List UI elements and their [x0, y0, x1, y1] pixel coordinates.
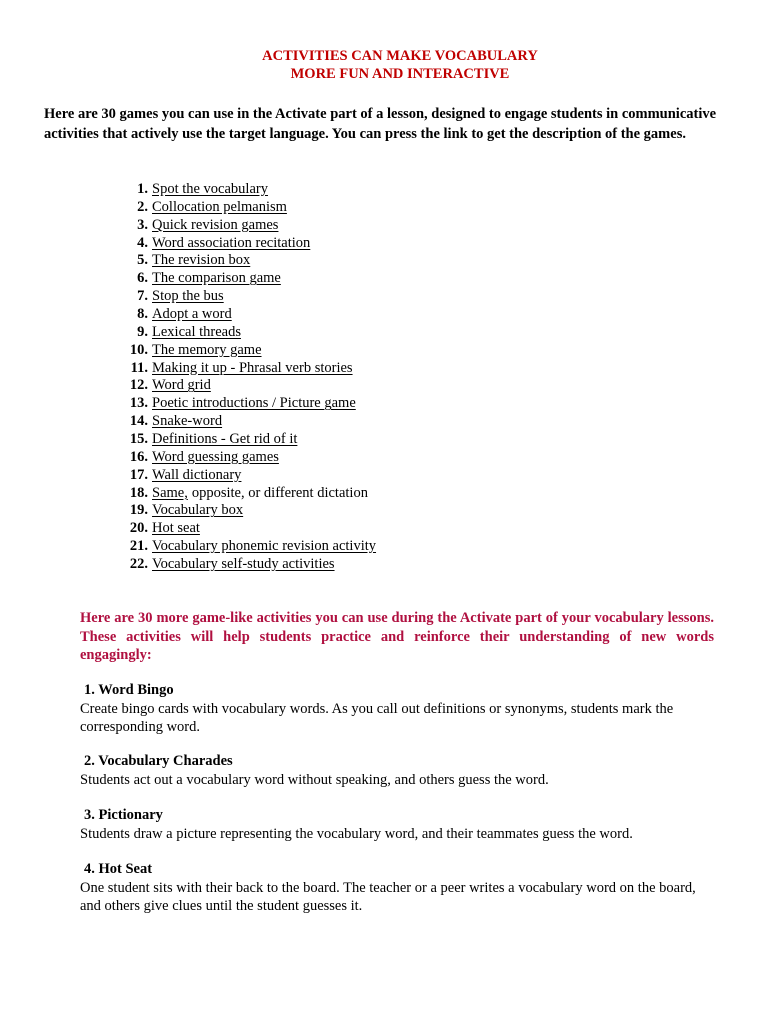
game-link-the-comparison-game[interactable]: The comparison game: [152, 270, 281, 287]
activity-pictionary: [80, 806, 720, 843]
game-number: 14.: [129, 413, 148, 430]
game-number: 19.: [129, 502, 148, 519]
game-link-wall-dictionary[interactable]: Wall dictionary: [152, 466, 242, 483]
game-link-making-it-up[interactable]: Making it up - Phrasal verb stories: [152, 359, 353, 376]
game-item-10: [0, 342, 768, 360]
game-item-17: [0, 467, 768, 485]
game-link-stop-the-bus[interactable]: Stop the bus: [152, 288, 224, 305]
game-link-definitions[interactable]: Definitions - Get rid of it: [152, 431, 298, 448]
game-number: 1.: [137, 181, 148, 197]
game-link-the-memory-game[interactable]: The memory game: [152, 341, 262, 358]
game-item-20: [0, 520, 768, 538]
game-number: 13.: [129, 395, 148, 412]
game-number: 5.: [137, 252, 148, 269]
game-item-6: [0, 270, 768, 288]
game-number: 17.: [129, 466, 148, 483]
game-number: 21.: [129, 538, 148, 555]
game-link-quick-revision-games[interactable]: Quick revision games: [152, 216, 279, 233]
title-line-1: ACTIVITIES CAN MAKE VOCABULARY: [262, 48, 538, 64]
game-link-vocabulary-box[interactable]: Vocabulary box: [152, 502, 244, 519]
game-number: 18.: [129, 484, 148, 501]
game-item-18: [0, 485, 768, 503]
game-link-vocabulary-self-study[interactable]: Vocabulary self-study activities: [152, 556, 335, 573]
activity-word-bingo: [80, 681, 720, 737]
game-number: 11.: [130, 359, 148, 376]
game-link-the-revision-box[interactable]: The revision box: [152, 252, 251, 269]
activity-title: 4. Hot Seat: [84, 861, 153, 877]
game-label-rest: opposite, or different dictation: [191, 484, 368, 501]
game-item-13: [0, 395, 768, 413]
game-number: 7.: [137, 288, 148, 305]
game-link-poetic-introductions[interactable]: Poetic introductions / Picture game: [152, 395, 356, 412]
game-item-16: [0, 449, 768, 467]
activity-vocabulary-charades: [80, 752, 720, 789]
title-line-2: MORE FUN AND INTERACTIVE: [290, 66, 510, 82]
activity-title: 3. Pictionary: [84, 807, 163, 823]
game-link-spot-the-vocabulary[interactable]: Spot the vocabulary: [152, 181, 268, 197]
game-number: 6.: [137, 270, 148, 287]
game-item-2: [0, 199, 768, 217]
game-item-9: [0, 324, 768, 342]
activity-description: Create bingo cards with vocabulary words. As you call out definitions or synonyms, students mark the corresponding word.: [80, 700, 674, 735]
activity-description: One student sits with their back to the board. The teacher or a peer writes a vocabulary word on the board, and others give clues until the student guesses it.: [80, 879, 696, 914]
game-number: 20.: [129, 520, 148, 537]
game-number: 2.: [137, 198, 148, 215]
section2-intro: Here are 30 more game-like activities you can use during the Activate part of your vocabulary lessons. These activities will help students practice and reinforce their understanding of new words engagingly:: [80, 610, 714, 663]
game-link-word-association-recitation[interactable]: Word association recitation: [152, 234, 311, 251]
game-item-7: [0, 288, 768, 306]
games-list: [0, 181, 768, 574]
activity-description: Students act out a vocabulary word without speaking, and others guess the word.: [80, 771, 549, 788]
game-entry-same-opposite: [152, 485, 368, 503]
intro-paragraph: Here are 30 games you can use in the Activate part of a lesson, designed to engage students in communicative activities that actively use the target language. You can press the link to get the description of the games.: [44, 106, 717, 142]
game-item-1: [0, 181, 768, 199]
document-title: [0, 47, 768, 83]
game-link-word-grid[interactable]: Word grid: [152, 377, 211, 394]
game-item-19: [0, 502, 768, 520]
activity-hot-seat: [80, 860, 720, 916]
game-number: 4.: [137, 234, 148, 251]
game-item-14: [0, 413, 768, 431]
game-item-4: [0, 235, 768, 253]
activity-title: 2. Vocabulary Charades: [84, 753, 233, 769]
activity-description: Students draw a picture representing the vocabulary word, and their teammates guess the word.: [80, 825, 633, 842]
game-number: 12.: [129, 377, 148, 394]
game-link-vocabulary-phonemic-revision[interactable]: Vocabulary phonemic revision activity: [152, 538, 377, 555]
game-item-8: [0, 306, 768, 324]
game-link-word-guessing-games[interactable]: Word guessing games: [152, 448, 279, 465]
game-number: 9.: [137, 323, 148, 340]
game-number: 15.: [129, 431, 148, 448]
game-link-collocation-pelmanism[interactable]: Collocation pelmanism: [152, 198, 287, 215]
game-item-3: [0, 217, 768, 235]
game-item-22: [0, 556, 768, 574]
game-number: 10.: [129, 341, 148, 358]
game-link-adopt-a-word[interactable]: Adopt a word: [152, 306, 232, 323]
game-link-same[interactable]: Same,: [152, 484, 188, 501]
game-item-11: [0, 360, 768, 378]
activity-title: 1. Word Bingo: [84, 682, 174, 698]
game-number: 22.: [129, 556, 148, 573]
game-link-hot-seat[interactable]: Hot seat: [152, 520, 200, 537]
game-item-5: [0, 252, 768, 270]
game-number: 3.: [137, 216, 148, 233]
game-link-snake-word[interactable]: Snake-word: [152, 413, 223, 430]
game-item-21: [0, 538, 768, 556]
game-item-12: [0, 377, 768, 395]
game-link-lexical-threads[interactable]: Lexical threads: [152, 323, 241, 340]
game-number: 16.: [129, 448, 148, 465]
game-number: 8.: [137, 306, 148, 323]
game-item-15: [0, 431, 768, 449]
